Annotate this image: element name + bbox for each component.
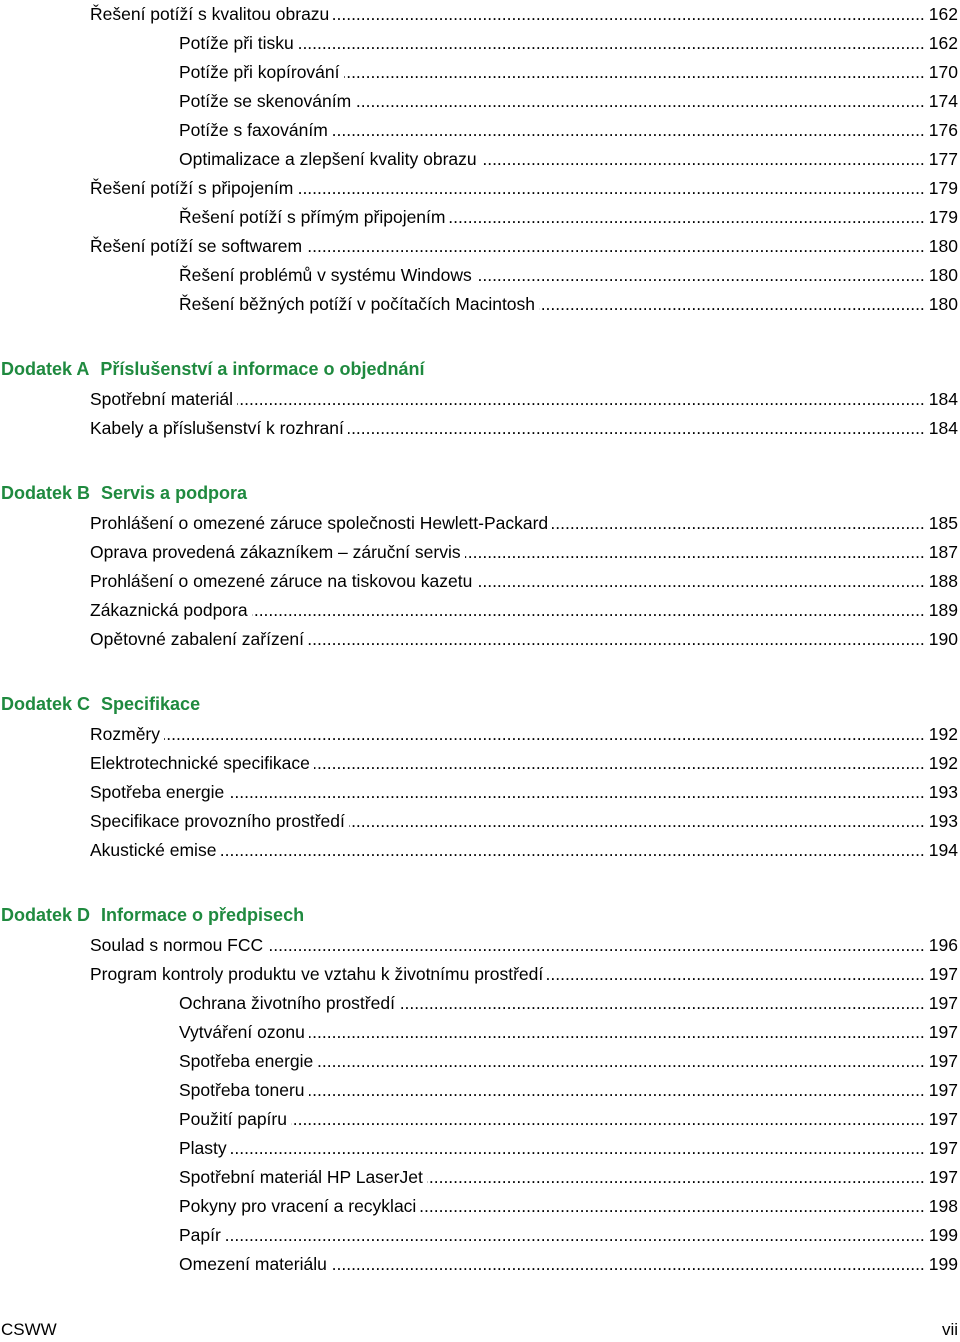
toc-entry-page: 192: [928, 724, 958, 744]
toc-entry[interactable]: [179, 203, 958, 232]
toc-entry[interactable]: [90, 625, 958, 654]
toc-entry-title: Řešení potíží s přímým připojením: [179, 207, 446, 227]
toc-entry-page: 197: [928, 1109, 958, 1129]
dot-leader: [476, 571, 924, 592]
toc-entry-title: Soulad s normou FCC: [90, 935, 264, 955]
toc-entry-title: Potíže s faxováním: [179, 120, 328, 140]
toc-entry-title: Pokyny pro vracení a recyklaci: [179, 1196, 417, 1216]
toc-entry[interactable]: [90, 567, 958, 596]
dot-leader: [309, 1022, 925, 1043]
toc-entry-title: Akustické emise: [90, 840, 217, 860]
toc-entry-title: Potíže se skenováním: [179, 91, 352, 111]
toc-entry-page: 197: [928, 993, 958, 1013]
toc-entry-page: 184: [928, 389, 958, 409]
dot-leader: [225, 1225, 925, 1246]
dot-leader: [297, 178, 925, 199]
toc-entry-title: Vytváření ozonu: [179, 1022, 305, 1042]
appendix-heading: [1, 900, 304, 930]
appendix-label: Dodatek C: [1, 693, 91, 714]
toc-entry-page: 179: [928, 207, 958, 227]
appendix-title: Specifikace: [101, 693, 201, 714]
appendix-heading: [1, 689, 200, 719]
toc-entry-title: Spotřeba energie: [179, 1051, 314, 1071]
toc-entry[interactable]: [90, 509, 958, 538]
toc-entry-title: Řešení problémů v systému Windows: [179, 265, 472, 285]
toc-entry[interactable]: [90, 414, 958, 443]
toc-entry-title: Zákaznická podpora: [90, 600, 248, 620]
dot-leader: [309, 1080, 925, 1101]
dot-leader: [298, 33, 925, 54]
toc-entry[interactable]: [90, 931, 958, 960]
toc-entry[interactable]: [90, 538, 958, 567]
toc-entry[interactable]: [90, 385, 958, 414]
toc-entry-title: Prohlášení o omezené záruce společnosti Hewlett-Packard: [90, 513, 549, 533]
toc-entry-title: Papír: [179, 1225, 221, 1245]
dot-leader: [237, 389, 925, 410]
toc-entry[interactable]: [179, 1047, 958, 1076]
toc-entry-title: Spotřeba toneru: [179, 1080, 305, 1100]
toc-entry[interactable]: [90, 778, 958, 807]
toc-entry-page: 170: [928, 62, 958, 82]
dot-leader: [267, 935, 925, 956]
dot-leader: [355, 91, 925, 112]
toc-entry-page: 188: [928, 571, 958, 591]
footer-page-number: vii: [941, 1320, 958, 1339]
toc-entry[interactable]: [179, 989, 958, 1018]
toc-entry[interactable]: [90, 174, 958, 203]
toc-entry[interactable]: [179, 290, 958, 319]
toc-entry[interactable]: [90, 0, 958, 29]
toc-entry[interactable]: [179, 145, 958, 174]
dot-leader: [331, 1254, 925, 1275]
dot-leader: [344, 62, 925, 83]
toc-entry-title: Řešení běžných potíží v počítačích Macintosh: [179, 294, 536, 314]
toc-entry-page: 177: [928, 149, 958, 169]
toc-entry-page: 190: [928, 629, 958, 649]
toc-entry[interactable]: [179, 1134, 958, 1163]
toc-entry-title: Prohlášení o omezené záruce na tiskovou kazetu: [90, 571, 473, 591]
dot-leader: [252, 600, 925, 621]
toc-entry-title: Plasty: [179, 1138, 227, 1158]
toc-entry[interactable]: [90, 749, 958, 778]
toc-entry-title: Spotřební materiál HP LaserJet: [179, 1167, 423, 1187]
dot-leader: [314, 753, 925, 774]
dot-leader: [228, 782, 925, 803]
dot-leader: [348, 418, 925, 439]
toc-entry-page: 197: [928, 1138, 958, 1158]
dot-leader: [427, 1167, 925, 1188]
toc-entry-title: Potíže při kopírování: [179, 62, 340, 82]
toc-entry[interactable]: [179, 1105, 958, 1134]
toc-entry-page: 197: [928, 1051, 958, 1071]
toc-entry[interactable]: [179, 1163, 958, 1192]
appendix-label: Dodatek A: [1, 358, 90, 379]
toc-entry-title: Optimalizace a zlepšení kvality obrazu: [179, 149, 477, 169]
footer-doc-code: CSWW: [1, 1320, 57, 1339]
appendix-title: Příslušenství a informace o objednání: [100, 358, 425, 379]
dot-leader: [552, 513, 925, 534]
toc-entry-page: 180: [928, 236, 958, 256]
toc-entry-page: 179: [928, 178, 958, 198]
toc-entry[interactable]: [179, 1018, 958, 1047]
toc-entry-title: Program kontroly produktu ve vztahu k životnímu prostředí: [90, 964, 544, 984]
toc-entry-page: 189: [928, 600, 958, 620]
toc-entry-page: 199: [928, 1225, 958, 1245]
toc-entry[interactable]: [90, 720, 958, 749]
toc-entry-title: Opětovné zabalení zařízení: [90, 629, 305, 649]
toc-entry-page: 196: [928, 935, 958, 955]
toc-entry-title: Ochrana životního prostředí: [179, 993, 395, 1013]
dot-leader: [399, 993, 925, 1014]
dot-leader: [333, 4, 925, 25]
dot-leader: [306, 236, 925, 257]
dot-leader: [481, 149, 925, 170]
dot-leader: [291, 1109, 925, 1130]
toc-entry[interactable]: [90, 807, 958, 836]
toc-entry[interactable]: [90, 836, 958, 865]
toc-entry-page: 176: [928, 120, 958, 140]
toc-entry[interactable]: [179, 1192, 958, 1221]
toc-entry-page: 199: [928, 1254, 958, 1274]
appendix-heading: [1, 478, 247, 508]
page-footer: [1, 1318, 958, 1342]
toc-entry[interactable]: [179, 29, 958, 58]
toc-entry-page: 192: [928, 753, 958, 773]
toc-entry-title: Specifikace provozního prostředí: [90, 811, 345, 831]
toc-entry[interactable]: [179, 116, 958, 145]
toc-entry[interactable]: [90, 232, 958, 261]
toc-entry-page: 162: [928, 4, 958, 24]
toc-entry-page: 197: [928, 1022, 958, 1042]
dot-leader: [420, 1196, 924, 1217]
dot-leader: [308, 629, 925, 650]
dot-leader: [164, 724, 925, 745]
toc-entry-title: Elektrotechnické specifikace: [90, 753, 310, 773]
toc-entry-title: Řešení potíží se softwarem: [90, 236, 303, 256]
dot-leader: [332, 120, 925, 141]
toc-entry[interactable]: [90, 596, 958, 625]
dot-leader: [449, 207, 924, 228]
toc-entry-title: Použití papíru: [179, 1109, 287, 1129]
toc-entry-title: Kabely a příslušenství k rozhraní: [90, 418, 344, 438]
toc-entry-page: 197: [928, 964, 958, 984]
dot-leader: [476, 265, 925, 286]
toc-entry-page: 193: [928, 782, 958, 802]
toc-entry-page: 194: [928, 840, 958, 860]
dot-leader: [349, 811, 925, 832]
toc-entry-page: 174: [928, 91, 958, 111]
toc-entry[interactable]: [179, 1076, 958, 1105]
toc-entry-title: Spotřeba energie: [90, 782, 225, 802]
toc-entry-page: 185: [928, 513, 958, 533]
toc-entry-page: 197: [928, 1080, 958, 1100]
appendix-title: Informace o předpisech: [101, 904, 305, 925]
dot-leader: [547, 964, 925, 985]
appendix-label: Dodatek D: [1, 904, 91, 925]
appendix-title: Servis a podpora: [101, 482, 248, 503]
toc-entry-title: Omezení materiálu: [179, 1254, 327, 1274]
toc-entry[interactable]: [179, 261, 958, 290]
toc-entry-page: 198: [928, 1196, 958, 1216]
toc-entry-title: Řešení potíží s připojením: [90, 178, 294, 198]
toc-entry-title: Rozměry: [90, 724, 161, 744]
dot-leader: [539, 294, 925, 315]
toc-entry-page: 162: [928, 33, 958, 53]
toc-entry-title: Oprava provedená zákazníkem – záruční servis: [90, 542, 461, 562]
toc-entry[interactable]: [90, 960, 958, 989]
toc-entry[interactable]: [179, 1250, 958, 1279]
dot-leader: [317, 1051, 925, 1072]
dot-leader: [231, 1138, 925, 1159]
appendix-heading: [1, 354, 424, 384]
appendix-label: Dodatek B: [1, 482, 91, 503]
toc-entry[interactable]: [179, 87, 958, 116]
toc-entry-page: 180: [928, 294, 958, 314]
toc-entry-title: Spotřební materiál: [90, 389, 233, 409]
toc-entry-title: Řešení potíží s kvalitou obrazu: [90, 4, 330, 24]
toc-entry-page: 180: [928, 265, 958, 285]
toc-entry-page: 184: [928, 418, 958, 438]
dot-leader: [465, 542, 925, 563]
toc-entry[interactable]: [179, 58, 958, 87]
toc-entry-page: 197: [928, 1167, 958, 1187]
toc-entry-page: 187: [928, 542, 958, 562]
dot-leader: [220, 840, 924, 861]
toc-entry[interactable]: [179, 1221, 958, 1250]
toc-entry-title: Potíže při tisku: [179, 33, 294, 53]
toc-entry-page: 193: [928, 811, 958, 831]
